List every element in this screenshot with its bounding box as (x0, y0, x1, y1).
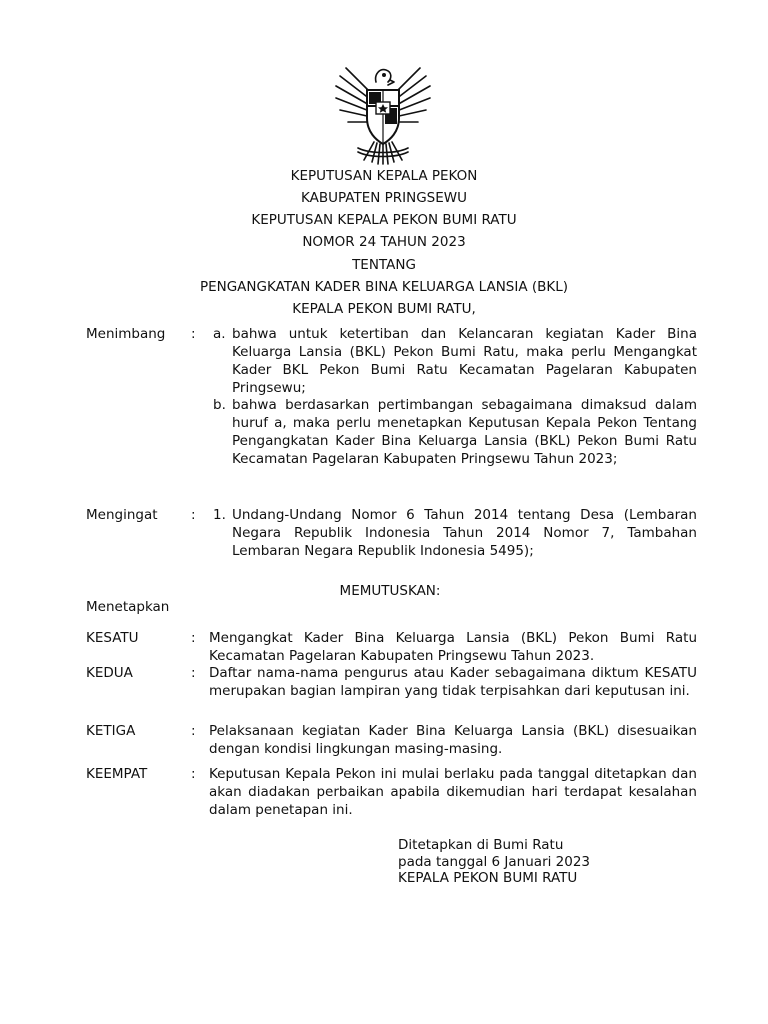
kedua-label: KEDUA (86, 665, 133, 681)
signature-date: pada tanggal 6 Januari 2023 (398, 854, 591, 870)
doc-number: NOMOR 24 TAHUN 2023 (302, 234, 466, 250)
doc-authority: KEPALA PEKON BUMI RATU, (292, 301, 476, 317)
mengingat-marker-1: 1. (213, 507, 226, 523)
keempat-colon: : (191, 766, 196, 782)
ketiga-text: Pelaksanaan kegiatan Kader Bina Keluarga Lansia (BKL) disesuaikan dengan kondisi lingkungan masing-masing. (209, 723, 697, 757)
ketiga-colon: : (191, 723, 196, 739)
memutuskan-heading: MEMUTUSKAN: (339, 583, 441, 599)
ketiga-label: KETIGA (86, 723, 136, 739)
menimbang-label: Menimbang (86, 326, 166, 342)
garuda-emblem-icon (330, 60, 436, 166)
menimbang-colon: : (191, 326, 196, 342)
menetapkan-label: Menetapkan (86, 599, 170, 615)
doc-subject: PENGANGKATAN KADER BINA KELUARGA LANSIA (BKL) (199, 279, 569, 295)
doc-title-line-3: KEPUTUSAN KEPALA PEKON BUMI RATU (251, 212, 517, 228)
mengingat-colon: : (191, 507, 196, 523)
keempat-text: Keputusan Kepala Pekon ini mulai berlaku pada tanggal ditetapkan dan akan diadakan perbaikan apabila dikemudian hari terdapat kesalahan dalam penetapan ini. (209, 766, 697, 818)
mengingat-label: Mengingat (86, 507, 158, 523)
menimbang-marker-b: b. (213, 397, 226, 413)
mengingat-item-1: Undang-Undang Nomor 6 Tahun 2014 tentang Desa (Lembaran Negara Republik Indonesia Tahun 2014 Nomor 7, Tambahan Lembaran Negara Republik Indonesia 5495); (232, 507, 697, 559)
menimbang-item-b: bahwa berdasarkan pertimbangan sebagaimana dimaksud dalam huruf a, maka perlu menetapkan Keputusan Kepala Pekon Tentang Pengangkatan Kader Bina Keluarga Lansia (BKL) Pekon Bumi Ratu Kecamatan Pagelaran Kabupaten Pringsewu Tahun 2023; (232, 397, 697, 467)
kedua-text: Daftar nama-nama pengurus atau Kader sebagaimana diktum KESATU merupakan bagian lampiran yang tidak terpisahkan dari keputusan ini. (209, 665, 697, 699)
menimbang-item-a: bahwa untuk ketertiban dan Kelancaran kegiatan Kader Bina Keluarga Lansia (BKL) Pekon Bumi Ratu, maka perlu Mengangkat Kader BKL Pekon Bumi Ratu Kecamatan Pagelaran Kabupaten Pringsewu; (232, 326, 697, 396)
kesatu-text: Mengangkat Kader Bina Keluarga Lansia (BKL) Pekon Bumi Ratu Kecamatan Pagelaran Kabupaten Pringsewu Tahun 2023. (209, 630, 697, 664)
doc-title-line-2: KABUPATEN PRINGSEWU (300, 190, 467, 206)
menimbang-marker-a: a. (213, 326, 226, 342)
doc-title-line-1: KEPUTUSAN KEPALA PEKON (290, 168, 478, 184)
kesatu-label: KESATU (86, 630, 139, 646)
kesatu-colon: : (191, 630, 196, 646)
keempat-label: KEEMPAT (86, 766, 148, 782)
signature-place: Ditetapkan di Bumi Ratu (398, 837, 564, 853)
kedua-colon: : (191, 665, 196, 681)
doc-tentang: TENTANG (352, 257, 416, 273)
signature-title: KEPALA PEKON BUMI RATU (398, 870, 578, 886)
